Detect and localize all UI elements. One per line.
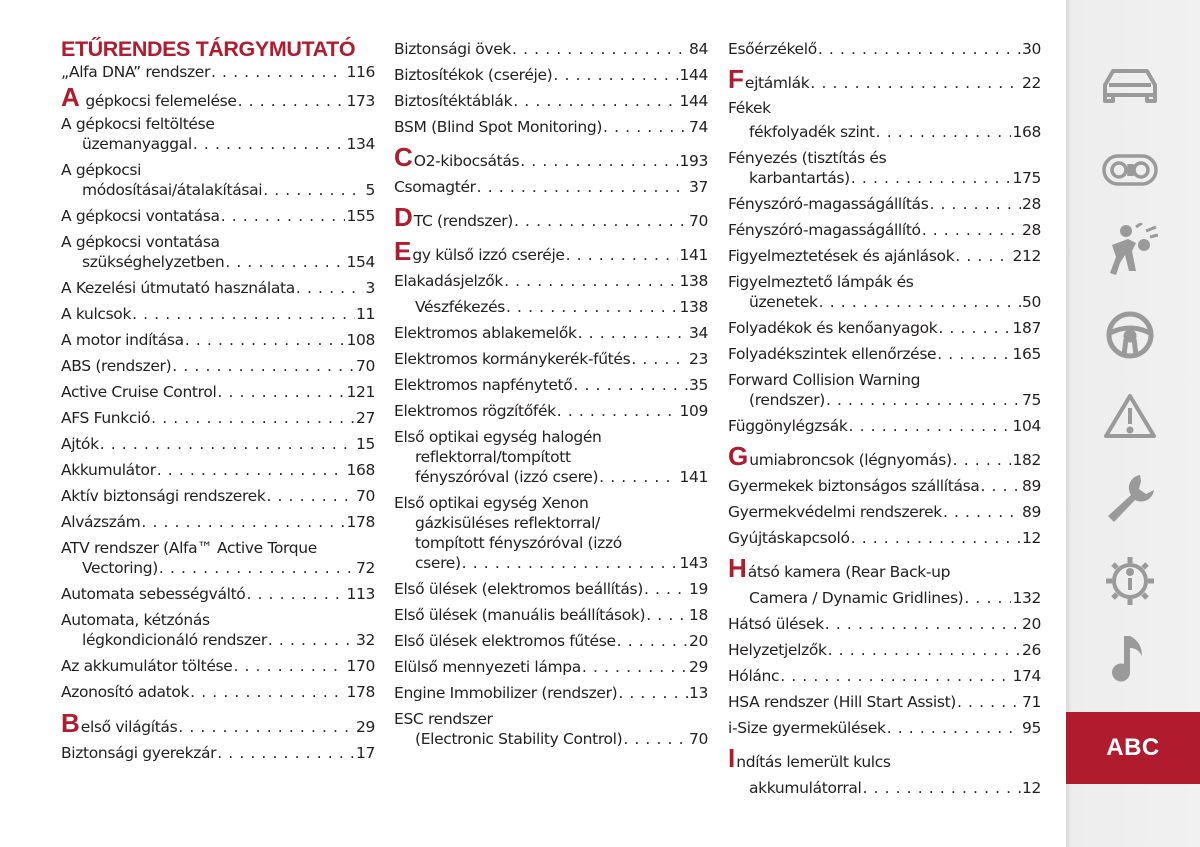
index-column-2: [394, 37, 708, 749]
index-entry: Elakadásjelzők . . . 138: [394, 271, 708, 291]
dashboard-icon[interactable]: [1097, 142, 1163, 198]
index-entry: Függönylégzsák . . . 104: [728, 416, 1041, 436]
index-entry: A motor indítása . . . 108: [61, 330, 375, 350]
index-entry: A gépkocsi vontatása szükséghelyzetben . . . 154: [61, 232, 375, 272]
index-entry: CO2-kibocsátás . . . 193: [394, 147, 708, 171]
index-entry: BSM (Blind Spot Monitoring) . . . 74: [394, 117, 708, 137]
index-entry: Indítás lemerült kulcs akkumulátorral . . . 12: [728, 748, 1041, 798]
index-entry: HSA rendszer (Hill Start Assist) . . . 71: [728, 692, 1041, 712]
page-title: ETŰRENDES TÁRGYMUTATÓ: [61, 37, 356, 61]
index-entry: Első ülések (manuális beállítások) . . . 18: [394, 605, 708, 625]
index-entry: Elektromos napfénytető . . . 35: [394, 375, 708, 395]
index-entry: Egy külső izzó cseréje . . . 141: [394, 241, 708, 265]
index-entry: Hátsó ülések . . . 20: [728, 614, 1041, 634]
index-entry: Gyermekek biztonságos szállítása . . . 89: [728, 476, 1041, 496]
index-entry: Hátsó kamera (Rear Back-up Camera / Dynamic Gridlines) . . . 132: [728, 558, 1041, 608]
section-letter: C: [394, 142, 413, 172]
index-entry: Helyzetjelzők . . . 26: [728, 640, 1041, 660]
index-entry: Ajtók . . . 15: [61, 434, 375, 454]
index-entry: AFS Funkció . . . 27: [61, 408, 375, 428]
index-entry: Elektromos kormánykerék-fűtés . . . 23: [394, 349, 708, 369]
index-entry: Azonosító adatok . . . 178: [61, 682, 375, 702]
index-entry: Forward Collision Warning (rendszer) . . . 75: [728, 370, 1041, 410]
index-entry: ATV rendszer (Alfa™ Active Torque Vectoring) . . . 72: [61, 538, 375, 578]
section-letter: D: [394, 202, 413, 232]
index-entry: A gépkocsi feltöltése üzemanyaggal . . . 134: [61, 114, 375, 154]
index-entry: Biztosítéktáblák . . . 144: [394, 91, 708, 111]
section-letter: B: [61, 708, 80, 738]
page-number: 116: [346, 63, 375, 81]
car-icon[interactable]: [1097, 57, 1163, 113]
index-entry: Figyelmeztető lámpák és üzenetek . . . 50: [728, 272, 1041, 312]
steering-wheel-icon[interactable]: [1097, 307, 1163, 363]
index-entry: Hólánc . . . 174: [728, 666, 1041, 686]
index-entry: Gumiabroncsok (légnyomás) . . . 182: [728, 446, 1041, 470]
section-letter: H: [728, 553, 747, 583]
index-entry: Fényezés (tisztítás és karbantartás) . . . 175: [728, 148, 1041, 188]
index-entry: Fényszóró-magasságállítás . . . 28: [728, 194, 1041, 214]
airbag-person-icon[interactable]: [1097, 222, 1163, 278]
index-entry: Elülső mennyezeti lámpa . . . 29: [394, 657, 708, 677]
index-entry: Active Cruise Control . . . 121: [61, 382, 375, 402]
index-entry: Fényszóró-magasságállító . . . 28: [728, 220, 1041, 240]
index-entry: Akkumulátor . . . 168: [61, 460, 375, 480]
index-entry: Fejtámlák . . . 22: [728, 69, 1041, 93]
index-entry: Automata sebességváltó . . . 113: [61, 584, 375, 604]
index-entry: A gépkocsi módosításai/átalakításai . . . 5: [61, 160, 375, 200]
index-entry: Vészfékezés . . . 138: [394, 297, 708, 317]
index-entry: A kulcsok . . . 11: [61, 304, 375, 324]
index-entry: Fékek fékfolyadék szint . . . 168: [728, 98, 1041, 142]
index-entry: A gépkocsi vontatása . . . 155: [61, 206, 375, 226]
index-entry: Első optikai egység halogén reflektorral/tompított fényszóróval (izzó csere) . . . 141: [394, 427, 708, 487]
index-entry: Első ülések elektromos fűtése . . . 20: [394, 631, 708, 651]
section-letter: F: [728, 64, 744, 94]
index-entry: Biztosítékok (cseréje) . . . 144: [394, 65, 708, 85]
index-entry: A Kezelési útmutató használata . . . 3: [61, 278, 375, 298]
section-letter: G: [728, 441, 749, 471]
index-entry: Engine Immobilizer (rendszer) . . . 13: [394, 683, 708, 703]
index-entry: Elektromos rögzítőfék . . . 109: [394, 401, 708, 421]
index-entry: A gépkocsi felemelése . . . 173: [61, 87, 375, 111]
index-entry: Belső világítás . . . 29: [61, 713, 375, 737]
index-entry: Az akkumulátor töltése . . . 170: [61, 656, 375, 676]
info-gear-icon[interactable]: [1097, 553, 1163, 609]
music-note-icon[interactable]: [1097, 632, 1163, 688]
section-letter: A: [61, 82, 80, 112]
index-entry: Csomagtér . . . 37: [394, 177, 708, 197]
index-entry: Biztonsági övek . . . 84: [394, 39, 708, 59]
index-column-1: [61, 37, 375, 763]
index-entry: Első ülések (elektromos beállítás) . . . 19: [394, 579, 708, 599]
section-letter: E: [394, 236, 412, 266]
index-entry: Első optikai egység Xenon gázkisüléses reflektorral/ tompított fényszóróval (izzó csere) . . . 143: [394, 493, 708, 573]
index-entry: ESC rendszer (Electronic Stability Control) . . . 70: [394, 709, 708, 749]
index-entry: Esőérzékelő . . . 30: [728, 39, 1041, 59]
warning-triangle-icon[interactable]: [1097, 388, 1163, 444]
index-entry: DTC (rendszer) . . . 70: [394, 207, 708, 231]
index-entry: Figyelmeztetések és ajánlások . . . 212: [728, 246, 1041, 266]
tab-abc[interactable]: ABC: [1066, 712, 1200, 784]
index-entry: Gyújtáskapcsoló . . . 12: [728, 528, 1041, 548]
index-entry: ABS (rendszer) . . . 70: [61, 356, 375, 376]
index-entry: Biztonsági gyerekzár . . . 17: [61, 743, 375, 763]
index-entry: Folyadékok és kenőanyagok . . . 187: [728, 318, 1041, 338]
index-entry: Alvázszám . . . 178: [61, 512, 375, 532]
index-entry: Automata, kétzónás légkondicionáló rendszer . . . 32: [61, 610, 375, 650]
index-entry: „Alfa DNA” rendszer . . . 116: [61, 62, 375, 82]
index-entry: Folyadékszintek ellenőrzése . . . 165: [728, 344, 1041, 364]
index-column-3: [728, 37, 1041, 798]
wrench-icon[interactable]: [1097, 471, 1163, 527]
index-entry: i-Size gyermekülések . . . 95: [728, 718, 1041, 738]
index-entry: Aktív biztonsági rendszerek . . . 70: [61, 486, 375, 506]
index-entry: Elektromos ablakemelők . . . 34: [394, 323, 708, 343]
index-entry: Gyermekvédelmi rendszerek . . . 89: [728, 502, 1041, 522]
section-letter: I: [728, 743, 736, 773]
